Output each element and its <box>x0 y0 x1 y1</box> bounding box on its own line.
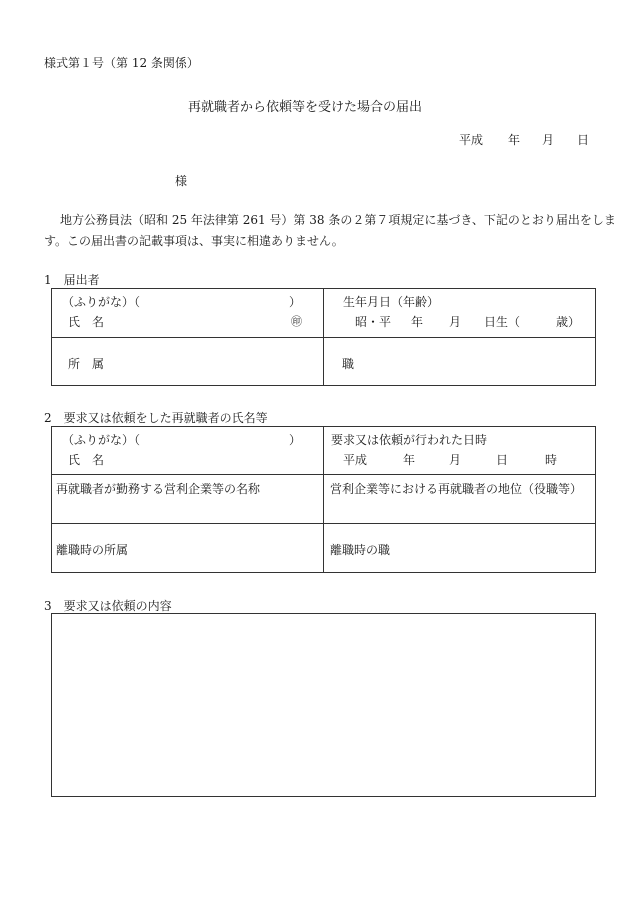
dt-hour: 時 <box>545 453 558 467</box>
section3-heading: 3 要求又は依頼の内容 <box>44 599 172 613</box>
dt-month: 月 <box>449 453 462 467</box>
furigana-label-2: （ふりがな）（ <box>62 433 141 447</box>
content-box <box>51 613 596 797</box>
section2-heading: 2 要求又は依頼をした再就職者の氏名等 <box>44 411 268 425</box>
section1-heading: 1 届出者 <box>44 273 100 287</box>
dt-year: 年 <box>403 453 416 467</box>
addressee-suffix: 様 <box>175 174 188 188</box>
job-label: 離職時の職 <box>330 543 391 557</box>
position-label: 営利企業等における再就職者の地位（役職等） <box>330 482 583 496</box>
company-label: 再就職者が勤務する営利企業等の名称 <box>56 482 261 496</box>
birth-month: 月 <box>449 315 462 329</box>
birth-era: 昭・平 <box>355 315 392 329</box>
furigana-close-2: ） <box>289 433 302 447</box>
birth-year: 年 <box>411 315 424 329</box>
intro-line-2: す。この届出書の記載事項は、事実に相違ありません。 <box>44 234 344 248</box>
post-label: 職 <box>342 357 355 371</box>
document-title: 再就職者から依頼等を受けた場合の届出 <box>188 100 423 115</box>
form-number: 様式第１号（第 12 条関係） <box>44 56 199 70</box>
datetime-label: 要求又は依頼が行われた日時 <box>331 433 488 447</box>
date-day: 日 <box>577 133 590 147</box>
seal-mark: ㊞ <box>291 315 302 328</box>
date-year: 年 <box>508 133 521 147</box>
date-month: 月 <box>542 133 555 147</box>
furigana-close: ） <box>289 295 302 309</box>
name-label-2: 氏 名 <box>68 453 105 467</box>
dt-era: 平成 <box>343 453 368 467</box>
dt-day: 日 <box>496 453 509 467</box>
date-era: 平成 <box>459 133 484 147</box>
birth-day: 日生（ <box>484 315 521 329</box>
birth-age: 歳） <box>556 315 581 329</box>
birth-label: 生年月日（年齢） <box>343 295 440 309</box>
dept-label: 離職時の所属 <box>56 543 129 557</box>
intro-line-1: 地方公務員法（昭和 25 年法律第 261 号）第 38 条の２第７項規定に基づき、下記のとおり届出をしま <box>60 213 616 227</box>
affiliation-label: 所 属 <box>68 357 105 371</box>
name-label: 氏 名 <box>68 315 105 329</box>
furigana-label: （ふりがな）（ <box>62 295 141 309</box>
